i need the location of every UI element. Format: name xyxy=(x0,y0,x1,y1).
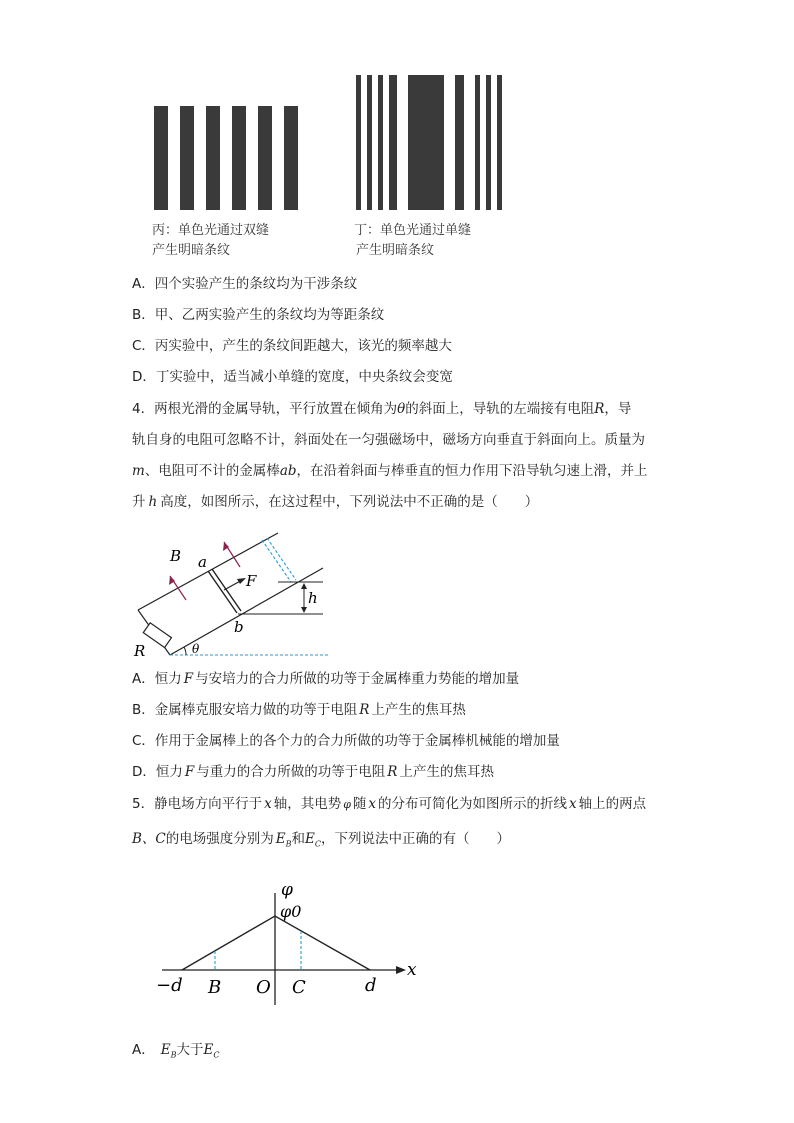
label-a: a xyxy=(198,553,207,571)
q4-option-b xyxy=(132,700,466,720)
f-symbol: F xyxy=(184,764,195,780)
text: 4．两根光滑的金属导轨，平行放置在倾角为 xyxy=(132,401,398,417)
x-symbol: x xyxy=(368,796,377,812)
fringe-bar xyxy=(455,75,464,210)
rod-ab xyxy=(208,571,237,613)
q5-stem-line-2 xyxy=(132,829,510,855)
q5-option-a xyxy=(132,1040,219,1066)
fringe-bar xyxy=(206,106,220,210)
label-r: R xyxy=(134,642,146,660)
text: 上产生的焦耳热 xyxy=(399,764,494,780)
label-phi: φ xyxy=(281,880,293,900)
fringe-bar xyxy=(180,106,194,210)
text: D．恒力 xyxy=(132,764,183,780)
q4-option-d xyxy=(132,762,494,782)
text: 随 xyxy=(352,796,367,812)
text: A． xyxy=(132,1042,155,1058)
text: ，下列说法中正确的有（ ） xyxy=(320,831,510,847)
q4-option-c: C．作用于金属棒上的各个力的合力所做的功等于金属棒机械能的增加量 xyxy=(132,733,560,749)
caption-single-slit xyxy=(354,221,471,261)
text: 大于 xyxy=(176,1042,204,1058)
bc-symbols: B、C xyxy=(132,831,166,847)
eb-subscript: B xyxy=(285,839,292,849)
q4-stem-line-2: 轨自身的电阻可忽略不计，斜面处在一匀强磁场中，磁场方向垂直于斜面向上。质量为 xyxy=(132,432,645,448)
q3-option-b: B．甲、乙两实验产生的条纹均为等距条纹 xyxy=(132,307,385,323)
fringe-bar xyxy=(497,75,502,210)
x-symbol: x xyxy=(264,796,272,812)
arrow-head xyxy=(301,583,307,589)
q3-option-c: C．丙实验中，产生的条纹间距越大，该光的频率越大 xyxy=(132,338,452,354)
label-c: C xyxy=(292,977,306,998)
q4-option-a xyxy=(132,669,519,689)
fringe-bar xyxy=(367,75,372,210)
arrow-head xyxy=(223,542,229,551)
fringe-bar xyxy=(284,106,298,210)
label-b: B xyxy=(208,977,222,998)
fringe-bar xyxy=(154,106,168,210)
ec-subscript: C xyxy=(213,1050,220,1060)
potential-graph xyxy=(150,875,430,1005)
ec-symbol: E xyxy=(305,831,315,847)
dashed-rod xyxy=(262,540,291,582)
resistor xyxy=(143,623,171,648)
theta-symbol: θ xyxy=(397,401,406,417)
text: 轴上的两点 xyxy=(578,796,647,812)
caption-double-slit xyxy=(152,221,269,261)
label-neg-d: −d xyxy=(156,975,183,996)
label-f: F xyxy=(246,572,257,590)
x-axis-arrow xyxy=(396,966,406,974)
potential-line xyxy=(182,916,370,970)
rod-ab xyxy=(212,569,241,611)
arrow-head xyxy=(301,607,307,613)
q4-stem-line-3 xyxy=(132,461,648,481)
text: 的斜面上，导轨的左端接有电阻 xyxy=(405,401,595,417)
q4-stem-line-4 xyxy=(132,492,538,512)
fringe-bar xyxy=(378,75,383,210)
fringe-bar xyxy=(356,75,361,210)
caption-line: 产生明暗条纹 xyxy=(152,243,231,258)
ec-symbol: E xyxy=(203,1042,214,1058)
q3-option-a: A．四个实验产生的条纹均为干涉条纹 xyxy=(132,276,358,292)
text: 轴，其电势 xyxy=(273,796,342,812)
text: 、电阻可不计的金属棒 xyxy=(144,463,280,479)
q4-stem-line-1 xyxy=(132,399,631,419)
r-symbol: R xyxy=(387,764,398,780)
caption-line: 丁：单色光通过单缝 xyxy=(354,223,472,238)
text: 与安培力的合力所做的功等于金属棒重力势能的增加量 xyxy=(195,671,520,687)
arrow-head xyxy=(237,578,246,584)
text: A．恒力 xyxy=(132,671,182,687)
q3-option-d: D．丁实验中，适当减小单缝的宽度，中央条纹会变宽 xyxy=(132,369,453,385)
r-symbol: R xyxy=(359,702,370,718)
m-symbol: m xyxy=(132,463,145,479)
text: 的分布可简化为如图所示的折线 xyxy=(378,796,568,812)
fringe-bar xyxy=(389,75,397,210)
text: 与重力的合力所做的功等于电阻 xyxy=(196,764,386,780)
text: 升 xyxy=(132,494,146,510)
arrow-head xyxy=(169,576,175,585)
label-o: O xyxy=(256,977,271,998)
h-symbol: h xyxy=(148,494,158,510)
f-symbol: F xyxy=(183,671,194,687)
eb-symbol: E xyxy=(275,831,286,847)
label-d: d xyxy=(365,975,377,996)
text: 高度，如图所示，在这过程中，下列说法中不正确的是（ ） xyxy=(160,494,539,510)
label-b-field: B xyxy=(170,547,182,565)
ab-symbol: ab xyxy=(279,463,297,479)
eb-subscript: B xyxy=(170,1050,177,1060)
eb-symbol: E xyxy=(160,1042,171,1058)
dashed-rod xyxy=(267,538,296,580)
fringe-bar-central xyxy=(408,75,444,210)
text: 和 xyxy=(291,831,305,847)
text: 5．静电场方向平行于 xyxy=(132,796,263,812)
incline-rails-figure xyxy=(128,530,338,665)
q5-stem-line-1 xyxy=(132,794,646,815)
text: ，导 xyxy=(604,401,632,417)
fringe-bar xyxy=(475,75,480,210)
text: 的电场强度分别为 xyxy=(165,831,274,847)
text: 上产生的焦耳热 xyxy=(371,702,466,718)
fringe-bar xyxy=(486,75,491,210)
label-b-end: b xyxy=(234,618,244,636)
fringe-bar xyxy=(258,106,272,210)
r-symbol: R xyxy=(594,401,605,417)
caption-line: 丙：单色光通过双缝 xyxy=(152,223,270,238)
ec-subscript: C xyxy=(314,839,321,849)
text: ，在沿着斜面与棒垂直的恒力作用下沿导轨匀速上滑，并上 xyxy=(296,463,648,479)
phi-symbol: φ xyxy=(343,798,351,811)
label-h: h xyxy=(308,589,318,607)
label-x: x xyxy=(407,960,417,980)
fringe-bar xyxy=(232,106,246,210)
label-phi0: φ0 xyxy=(280,902,302,921)
label-theta: θ xyxy=(192,642,200,656)
x-symbol: x xyxy=(569,796,577,812)
caption-line: 产生明暗条纹 xyxy=(356,243,435,258)
angle-arc xyxy=(184,647,186,655)
text: B．金属棒克服安培力做的功等于电阻 xyxy=(132,702,358,718)
